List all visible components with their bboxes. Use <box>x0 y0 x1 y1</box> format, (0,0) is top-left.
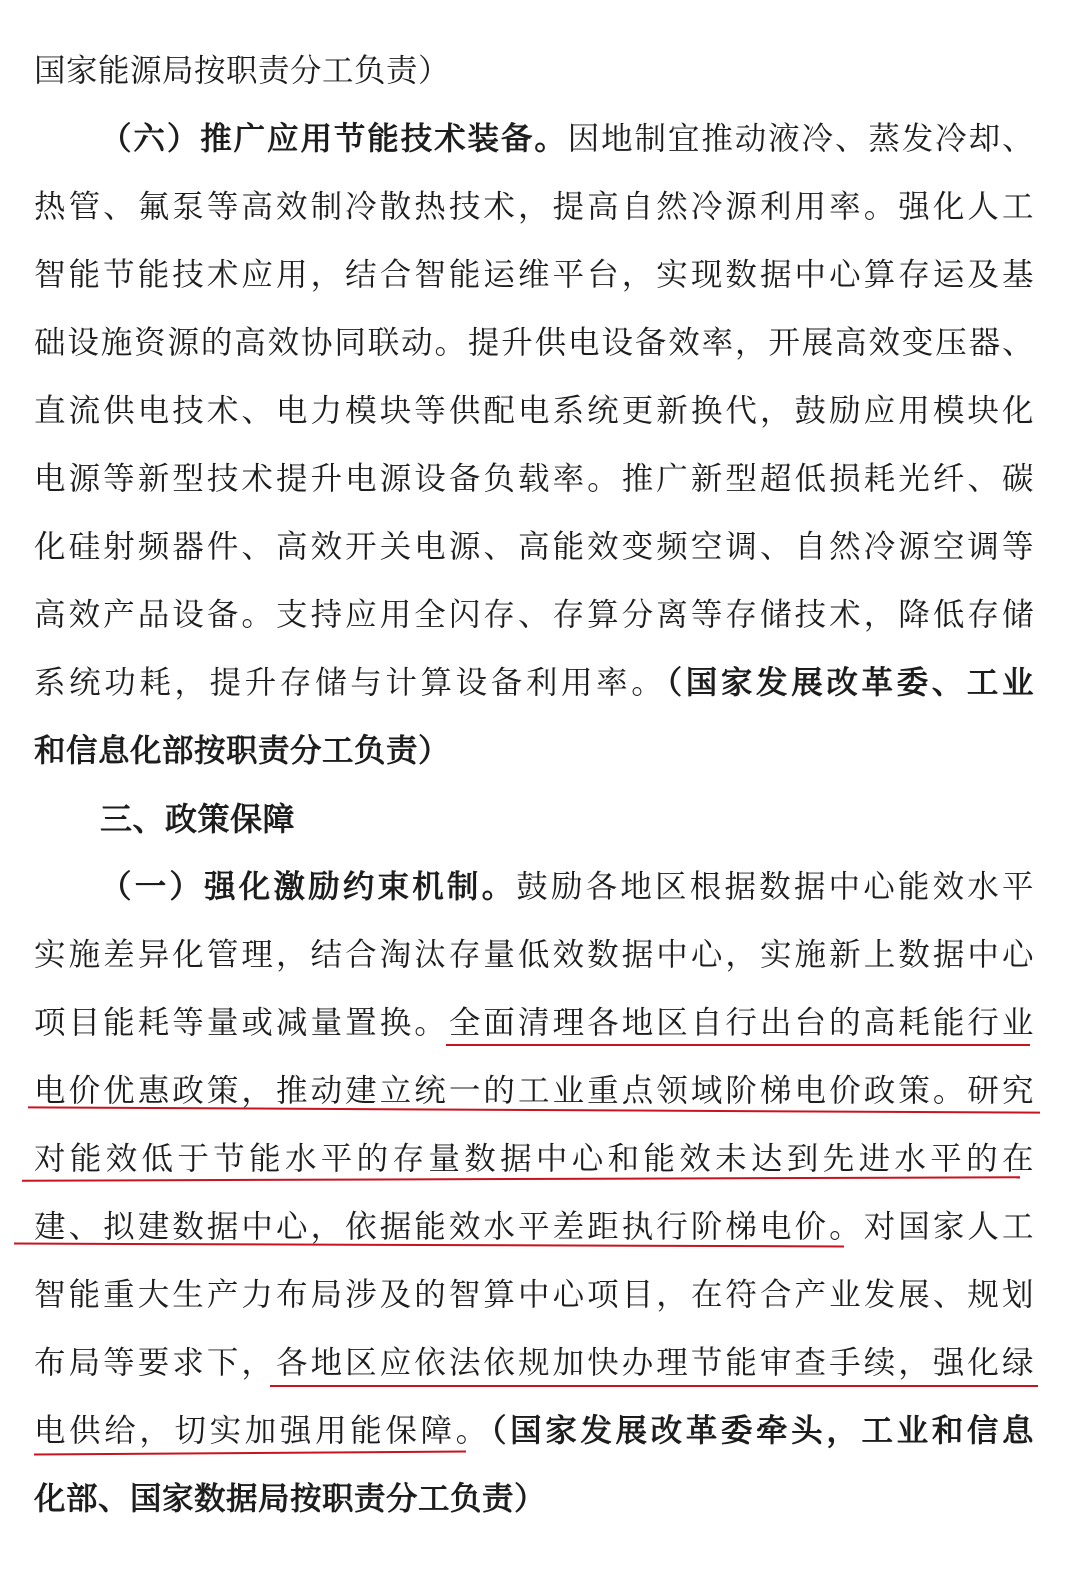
text-line: 电价优惠政策，推动建立统一的工业重点领域阶梯电价政策。研究 <box>34 1073 1034 1109</box>
text-line: 实施差异化管理，结合淘汰存量低效数据中心，实施新上数据中心 <box>34 937 1034 973</box>
paragraph-text: 系统功耗，提升存储与计算设备利用率。 <box>34 665 667 701</box>
text-line: 电源等新型技术提升电源设备负载率。推广新型超低损耗光纤、碳 <box>34 461 1034 497</box>
text-line: 智能重大生产力布局涉及的智算中心项目，在符合产业发展、规划 <box>34 1277 1034 1313</box>
section-heading: 三、政策保障 <box>100 800 296 838</box>
text-line: 建、拟建数据中心，依据能效水平差距执行阶梯电价。对国家人工 <box>34 1209 1034 1245</box>
text-line <box>34 1475 1034 1523</box>
text-line <box>34 727 1034 775</box>
paragraph-text: 鼓励各地区根据数据中心能效水平 <box>516 869 1034 905</box>
text-line: 高效产品设备。支持应用全闪存、存算分离等存储技术，降低存储 <box>34 597 1034 633</box>
text-line <box>34 659 1034 707</box>
red-underline-mark <box>446 1044 1030 1046</box>
section-title: （一）强化激励约束机制。 <box>100 868 517 905</box>
text-line <box>34 1407 1034 1455</box>
paragraph-text: 电供给，切实加强用能保障。 <box>34 1413 491 1449</box>
responsibility-note: 国家能源局按职责分工负责） <box>34 53 451 89</box>
text-line: 化硅射频器件、高效开关电源、高能效变频空调、自然冷源空调等 <box>34 529 1034 565</box>
text-line: 布局等要求下，各地区应依法依规加快办理节能审查手续，强化绿 <box>34 1345 1034 1381</box>
section-title: （六）推广应用节能技术装备。 <box>100 120 568 157</box>
text-line: 直流供电技术、电力模块等供配电系统更新换代，鼓励应用模块化 <box>34 393 1034 429</box>
responsibility-note: 和信息化部按职责分工负责） <box>34 732 451 769</box>
red-underline-mark <box>270 1385 1038 1387</box>
text-line: 项目能耗等量或减量置换。全面清理各地区自行出台的高耗能行业 <box>34 1005 1034 1041</box>
text-line: 智能节能技术应用，结合智能运维平台，实现数据中心算存运及基 <box>34 257 1034 293</box>
responsibility-note: （国家发展改革委牵头，工业和信息 <box>490 1412 1034 1449</box>
text-line <box>34 47 1034 95</box>
text-line: 对能效低于节能水平的存量数据中心和能效未达到先进水平的在 <box>34 1141 1034 1177</box>
text-line: 础设施资源的高效协同联动。提升供电设备效率，开展高效变压器、 <box>34 325 1034 361</box>
paragraph-text: 因地制宜推动液冷、蒸发冷却、 <box>567 121 1034 157</box>
text-line <box>100 863 1034 911</box>
text-line: 热管、氟泵等高效制冷散热技术，提高自然冷源利用率。强化人工 <box>34 189 1034 225</box>
text-line <box>100 115 1034 163</box>
responsibility-note: （国家发展改革委、工业 <box>666 664 1034 701</box>
responsibility-note: 化部、国家数据局按职责分工负责） <box>34 1480 547 1517</box>
